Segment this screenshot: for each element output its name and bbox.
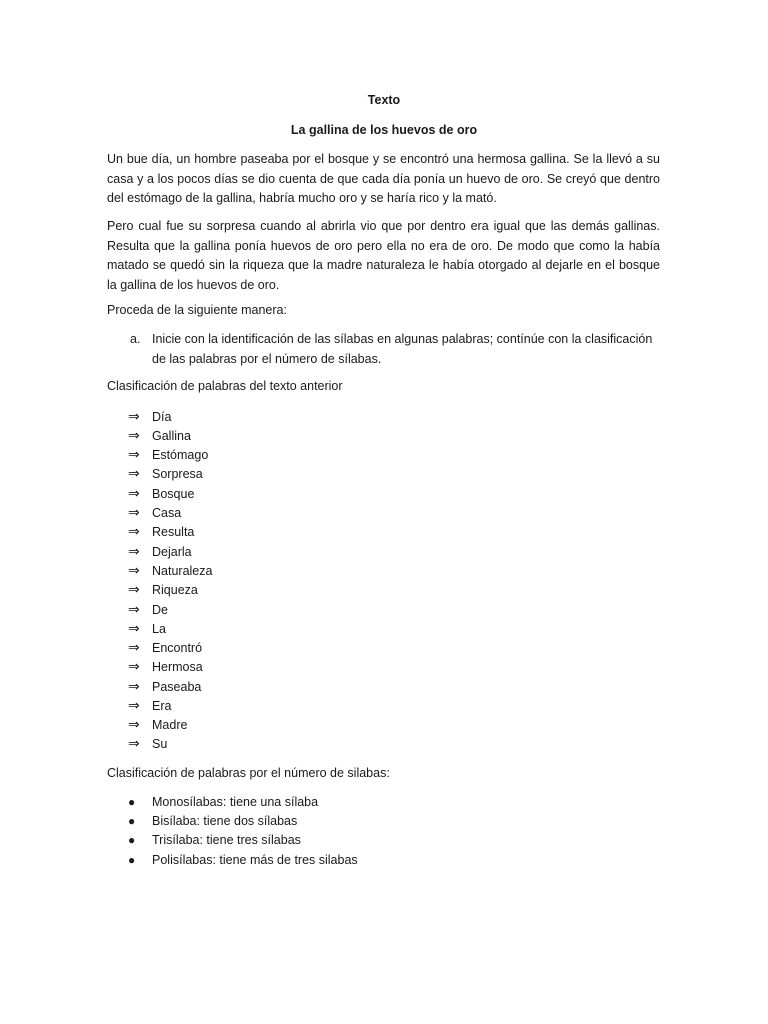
word-list-item-label: Paseaba <box>152 680 202 694</box>
syllable-type-label: Monosílabas: tiene una sílaba <box>152 795 319 809</box>
story-paragraph-1: Un bue día, un hombre paseaba por el bosque y se encontró una hermosa gallina. Se la llevó a su casa y a los pocos días se dio cuenta de que cada día ponía un huevo de oro. Se creyó que dentro del estómago de la gallina, habría mucho oro y se haría rico y la mató. <box>107 152 660 205</box>
bullet-icon: ● <box>128 833 136 847</box>
word-list-item-label: De <box>152 603 168 617</box>
word-list-item <box>128 447 208 466</box>
syllable-classification-label: Clasificación de palabras por el número de silabas: <box>107 766 390 780</box>
arrow-icon: ⇒ <box>128 466 140 482</box>
word-list-item-label: Dejarla <box>152 545 192 559</box>
word-list-item <box>128 659 203 678</box>
syllable-type-label: Trisílaba: tiene tres sílabas <box>152 833 301 847</box>
arrow-icon: ⇒ <box>128 698 140 714</box>
word-list-item <box>128 563 212 582</box>
word-list-item-label: Día <box>152 410 172 424</box>
word-list-item-label: Sorpresa <box>152 467 203 481</box>
step-a-text: Inicie con la identificación de las sílabas en algunas palabras; contínúe con la clasificación de las palabras por el número de sílabas. <box>152 332 653 366</box>
arrow-icon: ⇒ <box>128 640 140 656</box>
syllable-type-label: Bisílaba: tiene dos sílabas <box>152 814 298 828</box>
syllable-type-item <box>128 795 318 809</box>
word-list-item-label: Naturaleza <box>152 564 213 578</box>
word-list-item-label: Madre <box>152 718 188 732</box>
arrow-icon: ⇒ <box>128 409 140 425</box>
bullet-icon: ● <box>128 853 136 867</box>
arrow-icon: ⇒ <box>128 544 140 560</box>
arrow-icon: ⇒ <box>128 428 140 444</box>
word-list-item <box>128 582 198 601</box>
arrow-icon: ⇒ <box>128 717 140 733</box>
bullet-icon: ● <box>128 795 136 809</box>
word-list-item <box>128 544 192 563</box>
word-list-item-label: Era <box>152 699 172 713</box>
story-paragraph-2: Pero cual fue su sorpresa cuando al abrirla vio que por dentro era igual que las demás gallinas. Resulta que la gallina ponía huevos de oro pero ella no era de oro. De modo que como la había matado se quedó sin la riqueza que la madre naturaleza le había otorgado al dejarle en el bosque la gallina de los huevos de oro. <box>107 219 660 292</box>
word-list-item <box>128 409 171 428</box>
arrow-icon: ⇒ <box>128 505 140 521</box>
syllable-type-label: Polisílabas: tiene más de tres silabas <box>152 853 358 867</box>
procedure-label: Proceda de la siguiente manera: <box>107 303 287 317</box>
arrow-icon: ⇒ <box>128 447 140 463</box>
classification-label: Clasificación de palabras del texto anterior <box>107 379 343 393</box>
word-list-item <box>128 428 191 447</box>
arrow-icon: ⇒ <box>128 563 140 579</box>
word-list-item <box>128 621 166 640</box>
word-list-item <box>128 486 194 505</box>
arrow-icon: ⇒ <box>128 659 140 675</box>
document-title: Texto <box>367 93 401 107</box>
arrow-icon: ⇒ <box>128 524 140 540</box>
arrow-icon: ⇒ <box>128 736 140 752</box>
word-list-item <box>128 505 181 524</box>
word-list-item-label: Riqueza <box>152 583 198 597</box>
word-list-item-label: Estómago <box>152 448 209 462</box>
arrow-icon: ⇒ <box>128 582 140 598</box>
word-list-item-label: Su <box>152 737 168 751</box>
arrow-icon: ⇒ <box>128 486 140 502</box>
syllable-type-item <box>128 853 358 867</box>
bullet-icon: ● <box>128 814 136 828</box>
word-list-item-label: Bosque <box>152 487 195 501</box>
word-list-item-label: Hermosa <box>152 660 203 674</box>
word-list-item <box>128 717 187 736</box>
word-list-item-label: Gallina <box>152 429 191 443</box>
word-list-item <box>128 466 203 485</box>
word-list-item-label: Casa <box>152 506 182 520</box>
word-list-item <box>128 524 194 543</box>
step-a-marker: a. <box>130 332 141 346</box>
word-list-item <box>128 679 201 698</box>
arrow-icon: ⇒ <box>128 679 140 695</box>
word-list-item-label: Resulta <box>152 525 195 539</box>
syllable-type-item <box>128 833 301 847</box>
word-list-item <box>128 640 202 659</box>
arrow-icon: ⇒ <box>128 621 140 637</box>
word-list-item-label: Encontró <box>152 641 203 655</box>
word-list-item <box>128 602 168 621</box>
word-list-item <box>128 736 167 755</box>
syllable-type-item <box>128 814 297 828</box>
arrow-icon: ⇒ <box>128 602 140 618</box>
word-list-item <box>128 698 171 717</box>
word-list-item-label: La <box>152 622 166 636</box>
story-title: La gallina de los huevos de oro <box>290 123 478 137</box>
